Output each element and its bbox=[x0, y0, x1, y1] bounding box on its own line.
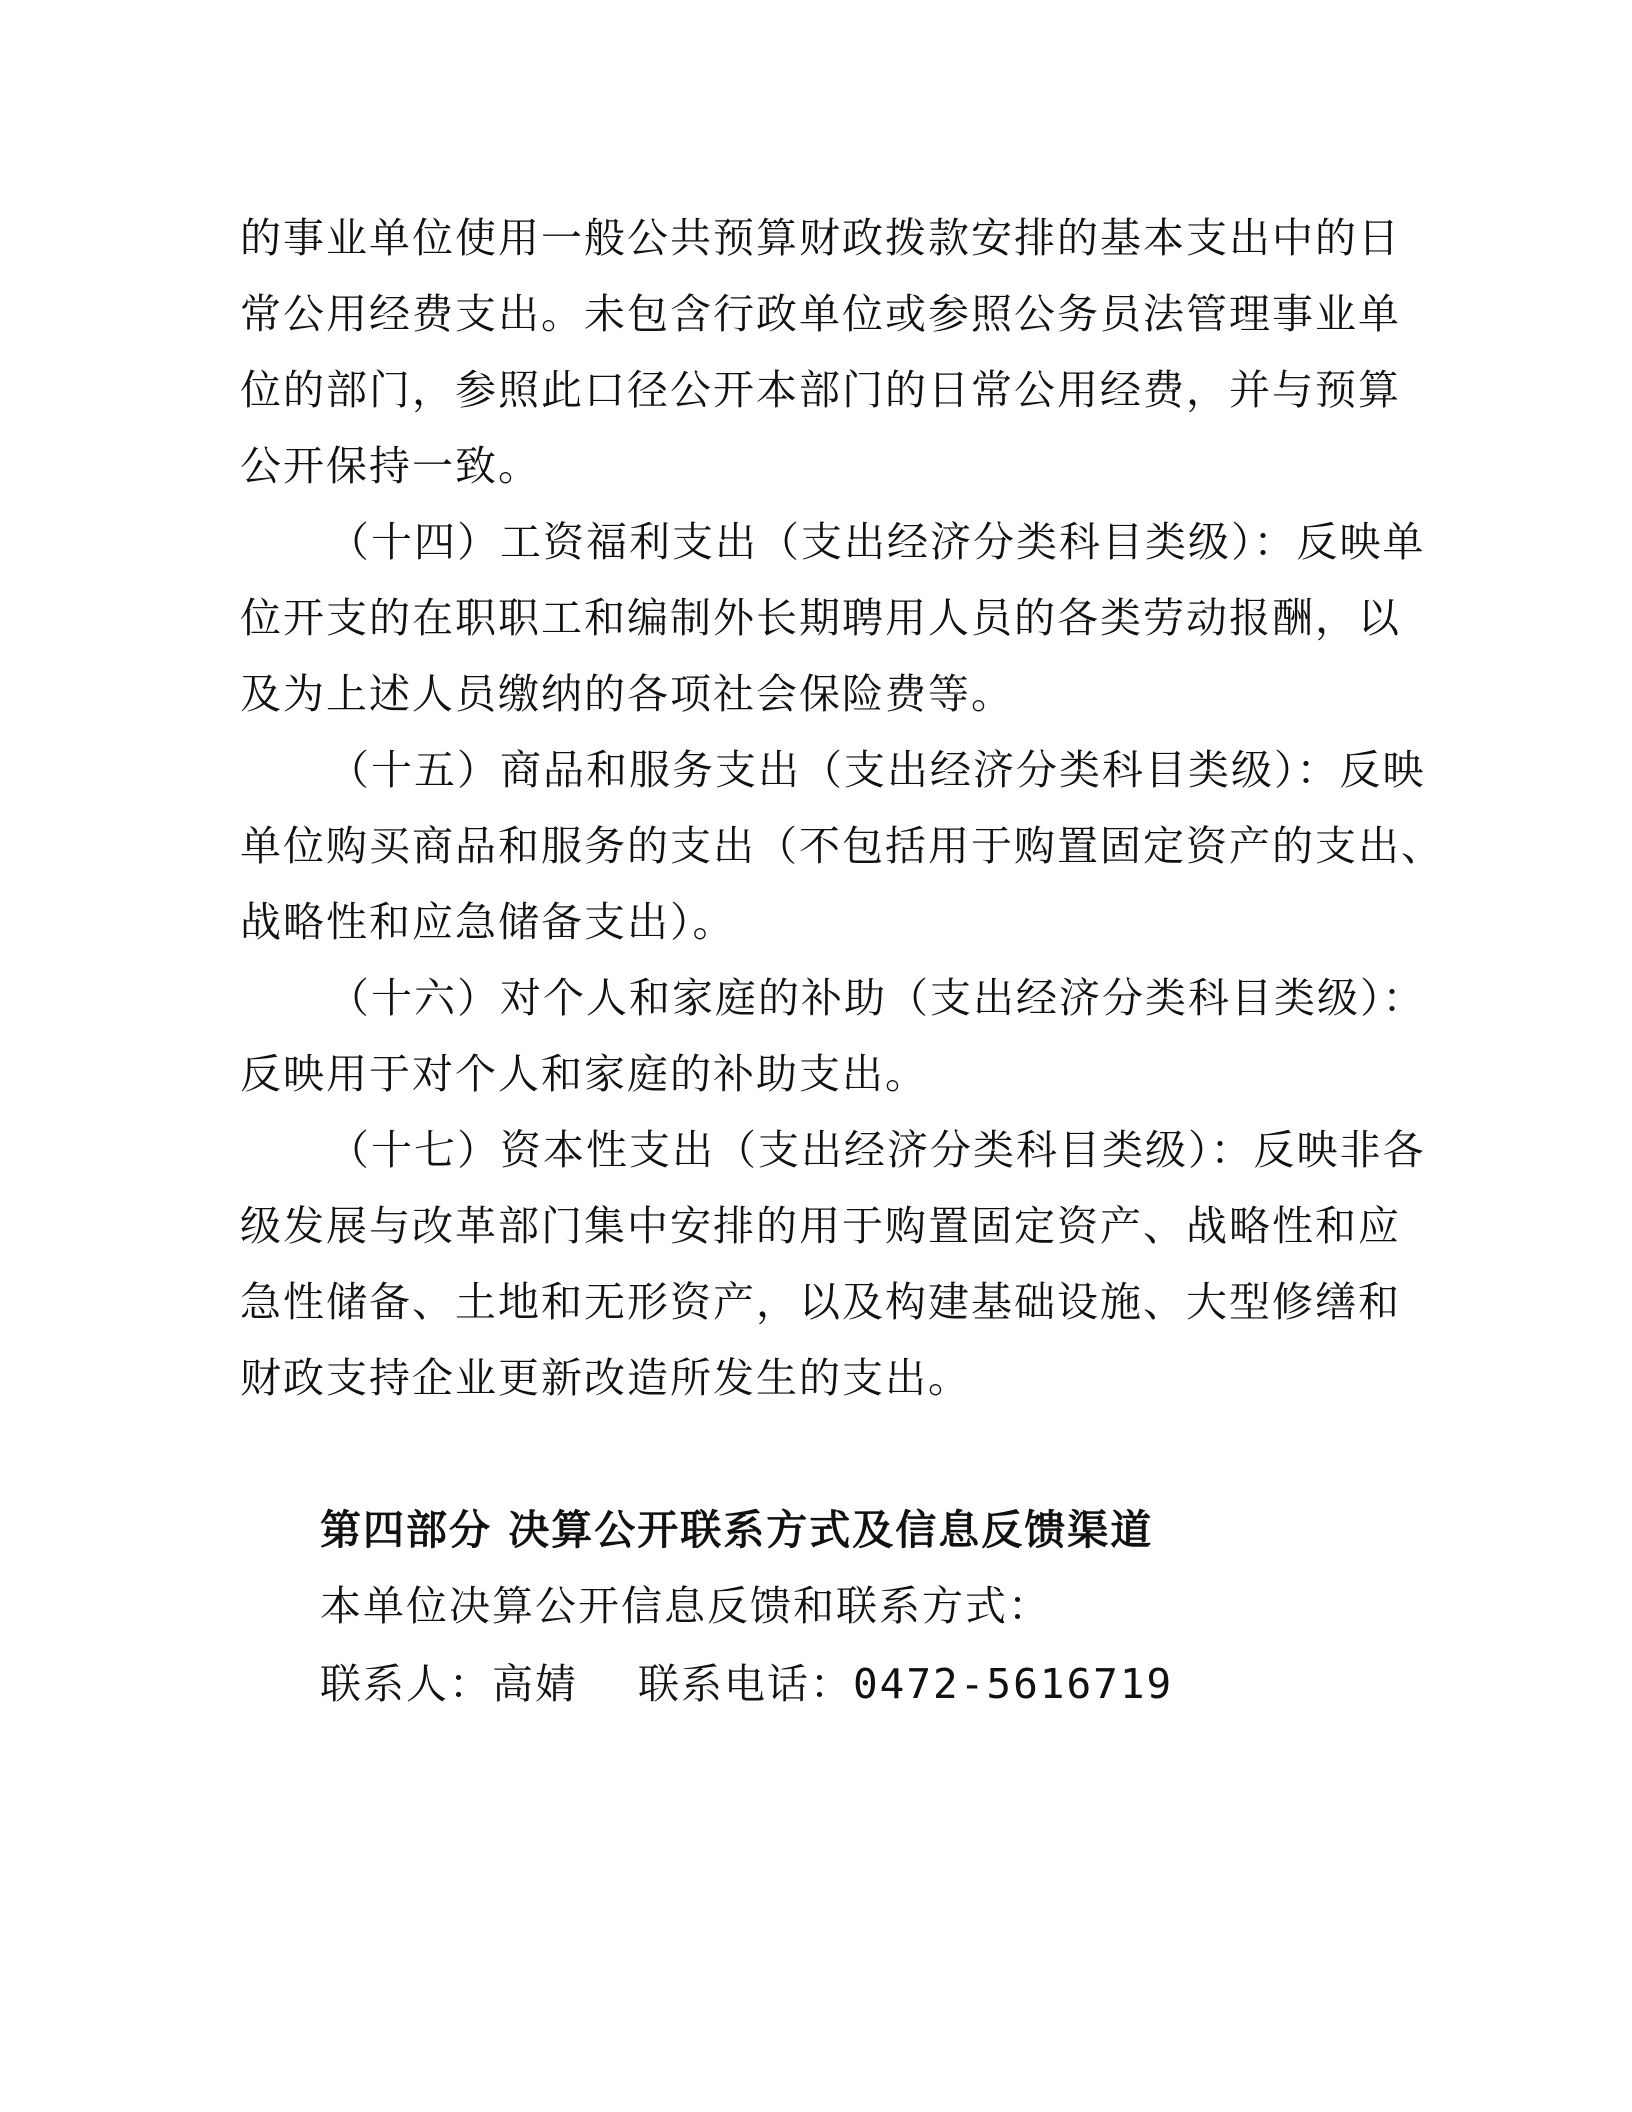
phone-number: 0472-5616719 bbox=[853, 1660, 1174, 1708]
paragraph-15-line-1: （十五）商品和服务支出（支出经济分类科目类级）：反映 bbox=[328, 746, 1426, 794]
paragraph-14-line-3: 及为上述人员缴纳的各项社会保险费等。 bbox=[240, 670, 1014, 718]
paragraph-17-line-1: （十七）资本性支出（支出经济分类科目类级）：反映非各 bbox=[328, 1126, 1426, 1174]
paragraph-17-line-4: 财政支持企业更新改造所发生的支出。 bbox=[240, 1354, 971, 1402]
paragraph-1-line-2: 常公用经费支出。未包含行政单位或参照公务员法管理事业单 bbox=[240, 290, 1401, 338]
contact-person-label: 联系人： bbox=[320, 1660, 492, 1708]
contact-row bbox=[320, 1654, 1173, 1714]
paragraph-16-line-2: 反映用于对个人和家庭的补助支出。 bbox=[240, 1050, 928, 1098]
phone-label: 联系电话： bbox=[638, 1660, 853, 1708]
paragraph-17-line-2: 级发展与改革部门集中安排的用于购置固定资产、战略性和应 bbox=[240, 1202, 1401, 1250]
contact-person-name: 高婧 bbox=[492, 1660, 578, 1708]
section-4-heading: 第四部分 决算公开联系方式及信息反馈渠道 bbox=[320, 1506, 1154, 1554]
paragraph-15-line-2: 单位购买商品和服务的支出（不包括用于购置固定资产的支出、 bbox=[240, 822, 1444, 870]
paragraph-17-line-3: 急性储备、土地和无形资产，以及构建基础设施、大型修缮和 bbox=[240, 1278, 1401, 1326]
paragraph-1-line-1: 的事业单位使用一般公共预算财政拨款安排的基本支出中的日 bbox=[240, 214, 1401, 262]
paragraph-16-line-1: （十六）对个人和家庭的补助（支出经济分类科目类级）： bbox=[328, 974, 1426, 1022]
paragraph-14-line-1: （十四）工资福利支出（支出经济分类科目类级）：反映单 bbox=[328, 518, 1426, 566]
paragraph-14-line-2: 位开支的在职职工和编制外长期聘用人员的各类劳动报酬，以 bbox=[240, 594, 1401, 642]
paragraph-15-line-3: 战略性和应急储备支出）。 bbox=[240, 898, 736, 946]
paragraph-1-line-4: 公开保持一致。 bbox=[240, 442, 541, 490]
paragraph-1-line-3: 位的部门，参照此口径公开本部门的日常公用经费，并与预算 bbox=[240, 366, 1401, 414]
contact-intro: 本单位决算公开信息反馈和联系方式： bbox=[320, 1582, 1051, 1630]
